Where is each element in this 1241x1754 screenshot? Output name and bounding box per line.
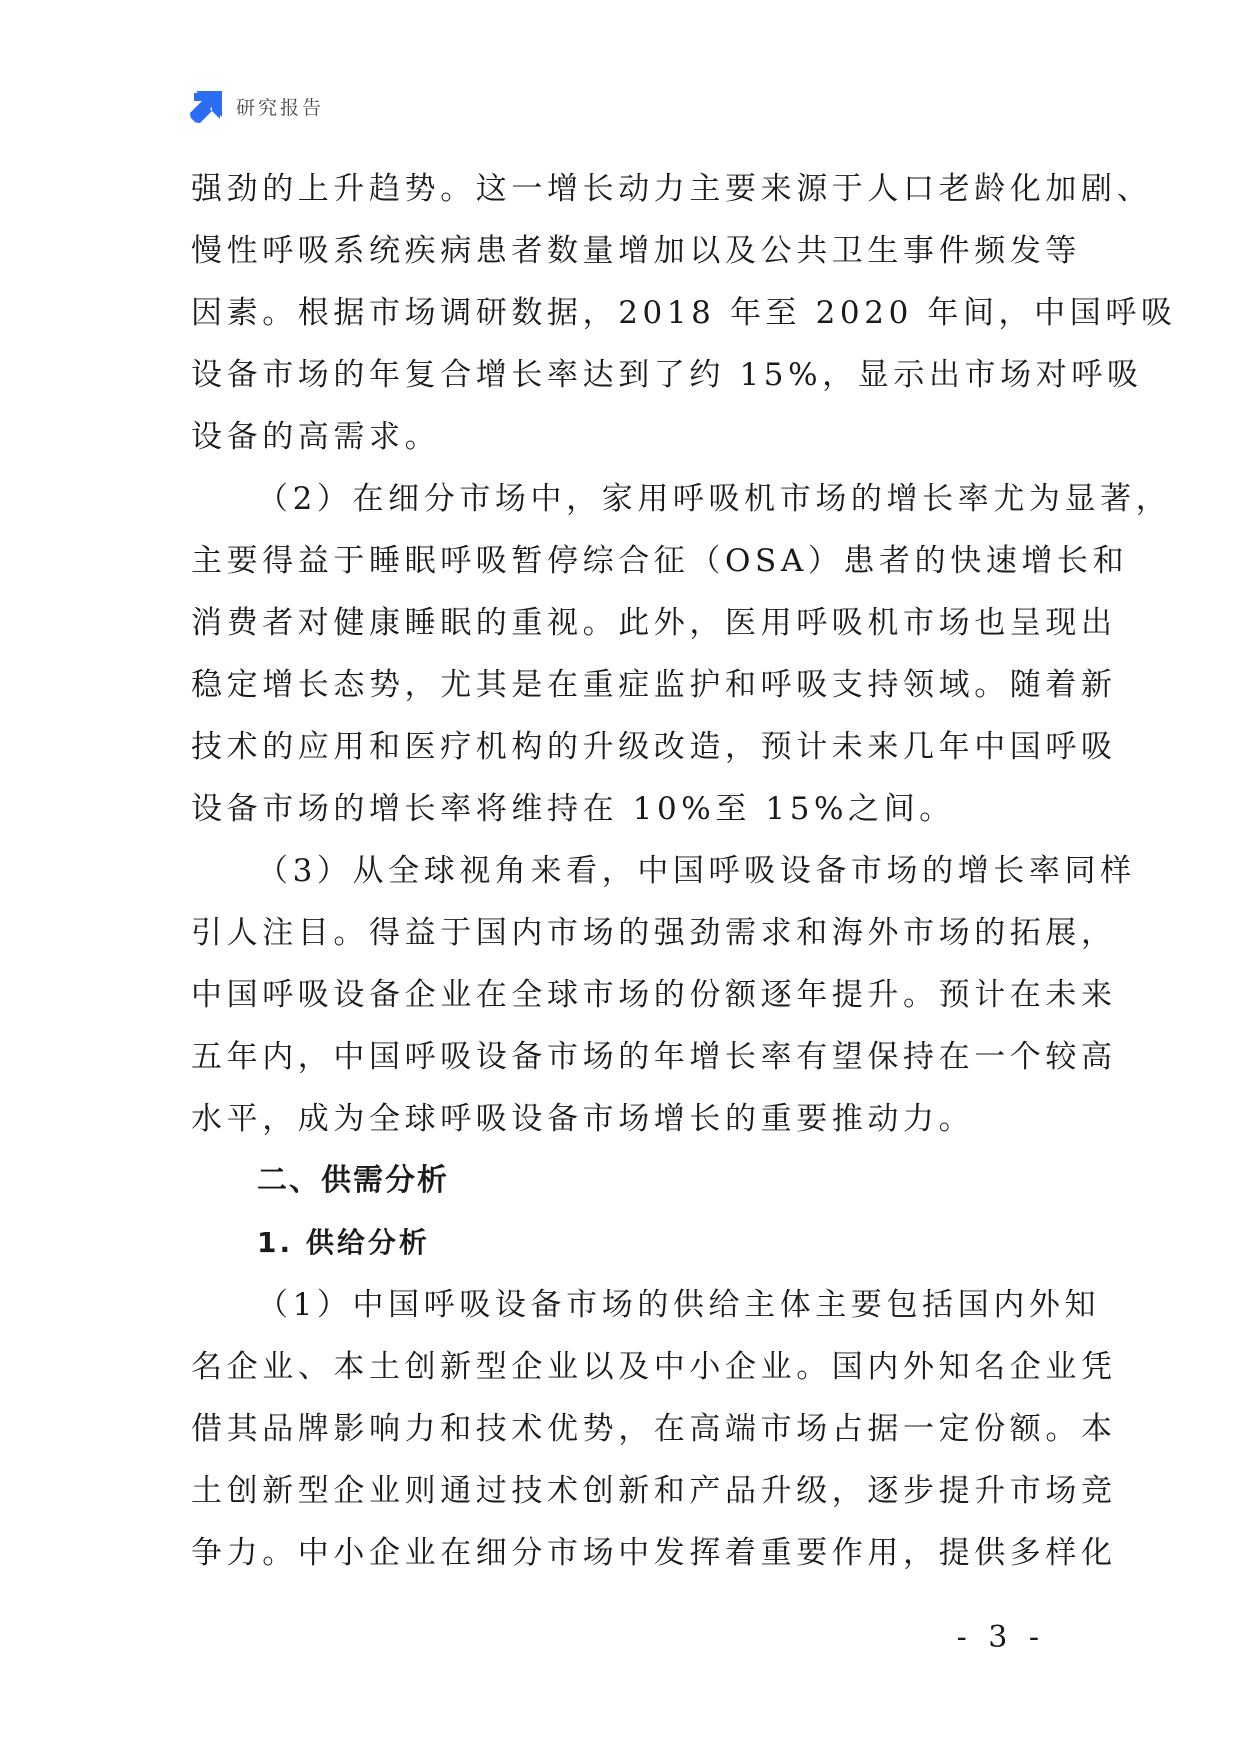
- body-line: 争力。中小企业在细分市场中发挥着重要作用，提供多样化: [191, 1535, 1117, 1571]
- body-line: 水平，成为全球呼吸设备市场增长的重要推动力。: [191, 1101, 975, 1137]
- body-line: 设备市场的增长率将维持在 10%至 15%之间。: [191, 791, 955, 827]
- page-number: - 3 -: [956, 1620, 1045, 1655]
- body-line: 设备的高需求。: [191, 419, 441, 455]
- header-title: 研究报告: [236, 96, 325, 119]
- body-line: 五年内，中国呼吸设备市场的年增长率有望保持在一个较高: [191, 1039, 1117, 1075]
- body-line: 名企业、本土创新型企业以及中小企业。国内外知名企业凭: [191, 1349, 1117, 1385]
- body-line: （3）从全球视角来看，中国呼吸设备市场的增长率同样: [257, 853, 1136, 889]
- body-line: 主要得益于睡眠呼吸暂停综合征（OSA）患者的快速增长和: [191, 543, 1129, 579]
- arrow-up-right-logo-icon: [190, 89, 224, 123]
- body-line: 技术的应用和医疗机构的升级改造，预计未来几年中国呼吸: [191, 729, 1117, 765]
- body-line: 土创新型企业则通过技术创新和产品升级，逐步提升市场竞: [191, 1473, 1117, 1509]
- body-line: 慢性呼吸系统疾病患者数量增加以及公共卫生事件频发等: [191, 233, 1081, 269]
- body-line: 稳定增长态势，尤其是在重症监护和呼吸支持领域。随着新: [191, 667, 1117, 703]
- section-heading: 二、供需分析: [257, 1163, 449, 1198]
- body-line: 借其品牌影响力和技术优势，在高端市场占据一定份额。本: [191, 1411, 1117, 1447]
- body-line: 设备市场的年复合增长率达到了约 15%，显示出市场对呼吸: [191, 357, 1143, 393]
- document-body: [191, 158, 1177, 1584]
- report-header: [190, 88, 324, 124]
- body-line: 消费者对健康睡眠的重视。此外，医用呼吸机市场也呈现出: [191, 605, 1117, 641]
- body-line: 强劲的上升趋势。这一增长动力主要来源于人口老龄化加剧、: [191, 171, 1153, 207]
- body-line: 因素。根据市场调研数据，2018 年至 2020 年间，中国呼吸: [191, 295, 1177, 331]
- body-line: 中国呼吸设备企业在全球市场的份额逐年提升。预计在未来: [191, 977, 1117, 1013]
- body-line: 引人注目。得益于国内市场的强劲需求和海外市场的拓展，: [191, 915, 1117, 951]
- subsection-heading: 1. 供给分析: [257, 1226, 430, 1259]
- body-line: （1）中国呼吸设备市场的供给主体主要包括国内外知: [257, 1287, 1101, 1323]
- body-line: （2）在细分市场中，家用呼吸机市场的增长率尤为显著，: [257, 481, 1172, 517]
